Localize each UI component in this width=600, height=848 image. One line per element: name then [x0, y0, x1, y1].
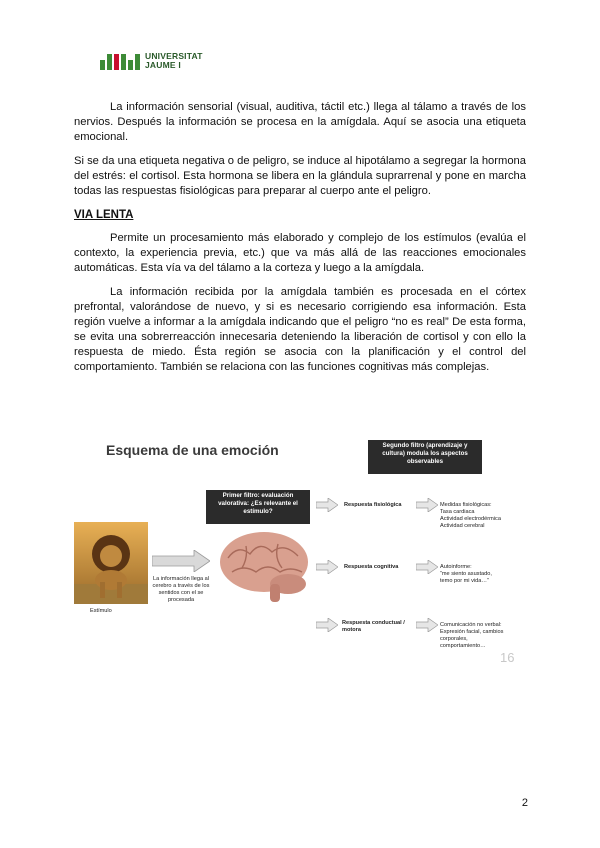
arrow-physiological-icon [316, 498, 338, 512]
logo-wordmark [145, 52, 203, 70]
arrow-to-brain-icon [152, 550, 210, 572]
paragraph-3: Permite un procesamiento más elaborado y complejo de los estímulos (evalúa el contexto, la experiencia previa, etc.) que va más allá de las reacciones emocionales automáticas. Esta vía va del tálamo a la corteza y luego a la amígdala. [74, 232, 526, 274]
response-label-1: Respuesta fisiológica [344, 502, 402, 508]
diagram-title: Esquema de una emoción [106, 442, 279, 458]
arrow-physiological-detail-icon [416, 498, 438, 512]
response-detail-3 [440, 622, 503, 650]
first-filter-box: Primer filtro: evaluación valorativa: ¿Es relevante el estímulo? [206, 490, 310, 524]
logo-mark-icon [100, 52, 140, 70]
stimulus-label: Estímulo [90, 608, 112, 614]
section-heading: VIA LENTA [74, 209, 134, 221]
detail-1-line-2: Actividad electrodérmica [440, 516, 501, 522]
logo-text-line1: UNIVERSITAT [145, 51, 203, 61]
response-detail-2 [440, 564, 492, 585]
detail-1-title: Medidas fisiológicas: [440, 502, 492, 508]
university-logo [100, 50, 203, 72]
detail-1-line-3: Actividad cerebral [440, 523, 485, 529]
second-filter-box: Segundo filtro (aprendizaje y cultura) modula los aspectos observables [368, 440, 482, 474]
arrow-behavioral-detail-icon [416, 618, 438, 632]
lion-image [74, 522, 148, 604]
paragraph-1: La información sensorial (visual, auditiva, táctil etc.) llega al tálamo a través de los nervios. Después la información se procesa en la amígdala. Aquí se asocia una etiqueta emocional. [74, 101, 526, 143]
body-text [74, 100, 526, 384]
detail-2-title: Autoinforme: [440, 564, 472, 570]
brain-image [218, 528, 314, 604]
response-label-2: Respuesta cognitiva [344, 564, 399, 570]
detail-2-line-1: “me siento asustado, [440, 571, 492, 577]
slide-number: 16 [500, 650, 515, 665]
detail-3-title: Comunicación no verbal: [440, 622, 502, 628]
paragraph-4: La información recibida por la amígdala también es procesada en el córtex prefrontal, valorándose de nuevo, y si es necesario corrigiendo esa información. Esta región vuelve a informar a la amígdala indicando que el peligro “no es real” De esta forma, se evita una sobrerreacción innecesaria deteniendo la liberación de cortisol y con ello la respuesta de miedo. Ésta región se asocia con la planificación y el control del comportamiento. También se relaciona con las funciones cognitivas más complejas. [74, 286, 526, 373]
response-label-3: Respuesta conductual / motora [342, 620, 405, 633]
arrow-cognitive-icon [316, 560, 338, 574]
detail-3-line-3: comportamiento… [440, 643, 486, 649]
arrow-cognitive-detail-icon [416, 560, 438, 574]
info-text: La información llega al cerebro a través de los sentidos con el se procesada [152, 576, 210, 603]
page-number: 2 [521, 797, 528, 809]
detail-1-line-1: Tasa cardiaca [440, 509, 475, 515]
response-detail-1 [440, 502, 501, 530]
arrow-behavioral-icon [316, 618, 338, 632]
detail-3-line-2: corporales, [440, 636, 468, 642]
emotion-diagram [72, 432, 528, 668]
detail-3-line-1: Expresión facial, cambios [440, 629, 504, 635]
paragraph-2: Si se da una etiqueta negativa o de peligro, se induce al hipotálamo a segregar la hormona del estrés: el cortisol. Esta hormona se libera en la glándula suprarrenal y pone en marcha todas las respuestas fisiológicas para preparar al cuerpo ante el peligro. [74, 155, 526, 197]
logo-text-line2: JAUME I [145, 60, 181, 70]
detail-2-line-2: temo por mi vida…” [440, 578, 489, 584]
